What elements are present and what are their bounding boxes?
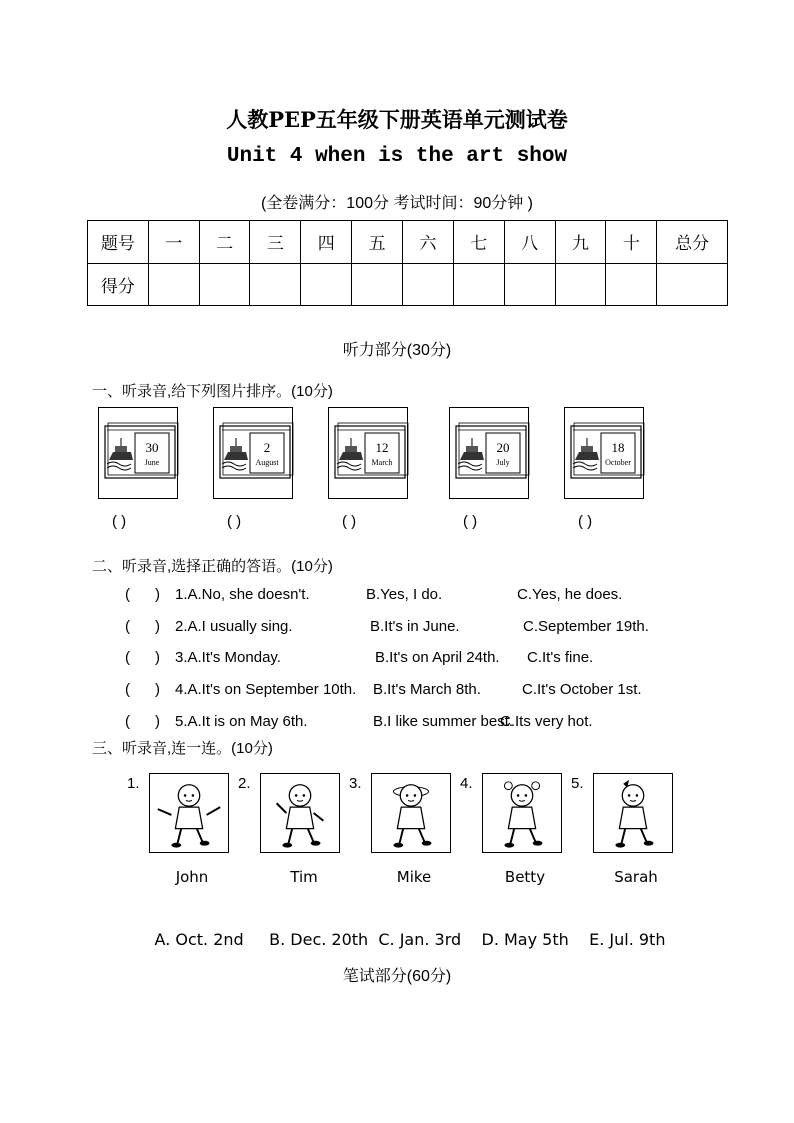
question-option-b: B.It's March 8th. xyxy=(373,681,481,698)
answer-blank[interactable]: ( ) xyxy=(125,649,160,666)
part3-heading: 三、听录音,连一连。(10分) xyxy=(92,740,273,757)
child-picture xyxy=(371,773,451,853)
child-figure-icon xyxy=(261,774,339,852)
score-cell: 二 xyxy=(199,221,250,264)
child-name: John xyxy=(175,868,209,886)
page-title: 人教PEP五年级下册英语单元测试卷 xyxy=(226,107,568,132)
picture-number: 5. xyxy=(571,775,584,792)
child-name: Tim xyxy=(290,868,318,886)
child-picture xyxy=(260,773,340,853)
calendar-month: June xyxy=(144,458,160,467)
picture-number: 2. xyxy=(238,775,251,792)
question-option-a: 4.A.It's on September 10th. xyxy=(175,681,357,698)
picture-number: 3. xyxy=(349,775,362,792)
calendar-month: August xyxy=(255,458,279,467)
calendar-month: March xyxy=(371,458,393,467)
calendar-day: 12 xyxy=(375,440,389,455)
score-cell: 总分 xyxy=(657,221,728,264)
calendar-picture xyxy=(98,407,178,499)
question-option-b: B.Yes, I do. xyxy=(366,586,443,603)
part1-heading: 一、听录音,给下列图片排序。(10分) xyxy=(92,383,333,400)
score-cell: 一 xyxy=(148,221,199,264)
answer-blank[interactable]: ( ) xyxy=(125,618,160,635)
date-options: A. Oct. 2nd B. Dec. 20th C. Jan. 3rd D. May 5th E. Jul. 9th xyxy=(154,930,666,949)
score-value-row xyxy=(88,263,728,306)
part2-heading: 二、听录音,选择正确的答语。(10分) xyxy=(92,558,333,575)
calendar-day: 2 xyxy=(263,440,271,455)
score-cell: 九 xyxy=(555,221,606,264)
order-answer-blank[interactable]: ( ) xyxy=(578,513,593,530)
calendar-day: 30 xyxy=(145,440,159,455)
score-blank[interactable] xyxy=(657,263,728,306)
unit-title: Unit 4 when is the art show xyxy=(226,145,568,168)
calendar-picture xyxy=(449,407,529,499)
score-table xyxy=(87,220,728,306)
order-answer-blank[interactable]: ( ) xyxy=(112,513,127,530)
score-cell: 十 xyxy=(606,221,657,264)
score-cell: 七 xyxy=(453,221,504,264)
question-option-c: C.Its very hot. xyxy=(500,713,593,730)
score-blank[interactable] xyxy=(453,263,504,306)
question-option-a: 1.A.No, she doesn't. xyxy=(175,586,310,603)
score-cell: 五 xyxy=(352,221,403,264)
question-option-c: C.It's October 1st. xyxy=(522,681,642,698)
child-name: Mike xyxy=(396,868,432,886)
answer-blank[interactable]: ( ) xyxy=(125,586,160,603)
calendar-month: July xyxy=(496,458,510,467)
score-blank[interactable] xyxy=(352,263,403,306)
question-option-b: B.It's in June. xyxy=(370,618,460,635)
calendar-month: October xyxy=(605,458,631,467)
score-header-row xyxy=(88,221,728,264)
score-blank[interactable] xyxy=(504,263,555,306)
question-option-b: B.I like summer best. xyxy=(373,713,514,730)
child-figure-icon xyxy=(483,774,561,852)
child-figure-icon xyxy=(150,774,228,852)
score-cell: 八 xyxy=(504,221,555,264)
child-name: Betty xyxy=(504,868,546,886)
child-picture xyxy=(149,773,229,853)
order-answer-blank[interactable]: ( ) xyxy=(342,513,357,530)
score-blank[interactable] xyxy=(301,263,352,306)
child-picture xyxy=(593,773,673,853)
calendar-picture xyxy=(564,407,644,499)
order-answer-blank[interactable]: ( ) xyxy=(463,513,478,530)
question-option-a: 3.A.It's Monday. xyxy=(175,649,281,666)
calendar-day: 18 xyxy=(611,440,625,455)
question-option-c: C.September 19th. xyxy=(523,618,649,635)
child-figure-icon xyxy=(594,774,672,852)
picture-number: 4. xyxy=(460,775,473,792)
calendar-day: 20 xyxy=(496,440,510,455)
picture-number: 1. xyxy=(127,775,140,792)
answer-blank[interactable]: ( ) xyxy=(125,713,160,730)
score-cell: 三 xyxy=(250,221,301,264)
answer-blank[interactable]: ( ) xyxy=(125,681,160,698)
score-cell: 题号 xyxy=(88,221,149,264)
question-option-c: C.It's fine. xyxy=(527,649,594,666)
question-option-a: 5.A.It is on May 6th. xyxy=(175,713,308,730)
exam-info: (全卷满分：100分 考试时间：90分钟 ) xyxy=(260,195,534,212)
calendar-picture xyxy=(328,407,408,499)
score-blank[interactable] xyxy=(555,263,606,306)
child-figure-icon xyxy=(372,774,450,852)
child-picture xyxy=(482,773,562,853)
score-cell: 四 xyxy=(301,221,352,264)
written-title: 笔试部分(60分) xyxy=(342,968,452,985)
calendar-picture xyxy=(213,407,293,499)
score-blank[interactable] xyxy=(199,263,250,306)
listening-title: 听力部分(30分) xyxy=(342,342,452,359)
score-label: 得分 xyxy=(88,263,149,306)
question-option-b: B.It's on April 24th. xyxy=(375,649,500,666)
score-blank[interactable] xyxy=(148,263,199,306)
child-name: Sarah xyxy=(614,868,658,886)
score-blank[interactable] xyxy=(606,263,657,306)
score-blank[interactable] xyxy=(250,263,301,306)
score-blank[interactable] xyxy=(403,263,454,306)
score-cell: 六 xyxy=(403,221,454,264)
question-option-c: C.Yes, he does. xyxy=(517,586,623,603)
question-option-a: 2.A.I usually sing. xyxy=(175,618,293,635)
order-answer-blank[interactable]: ( ) xyxy=(227,513,242,530)
